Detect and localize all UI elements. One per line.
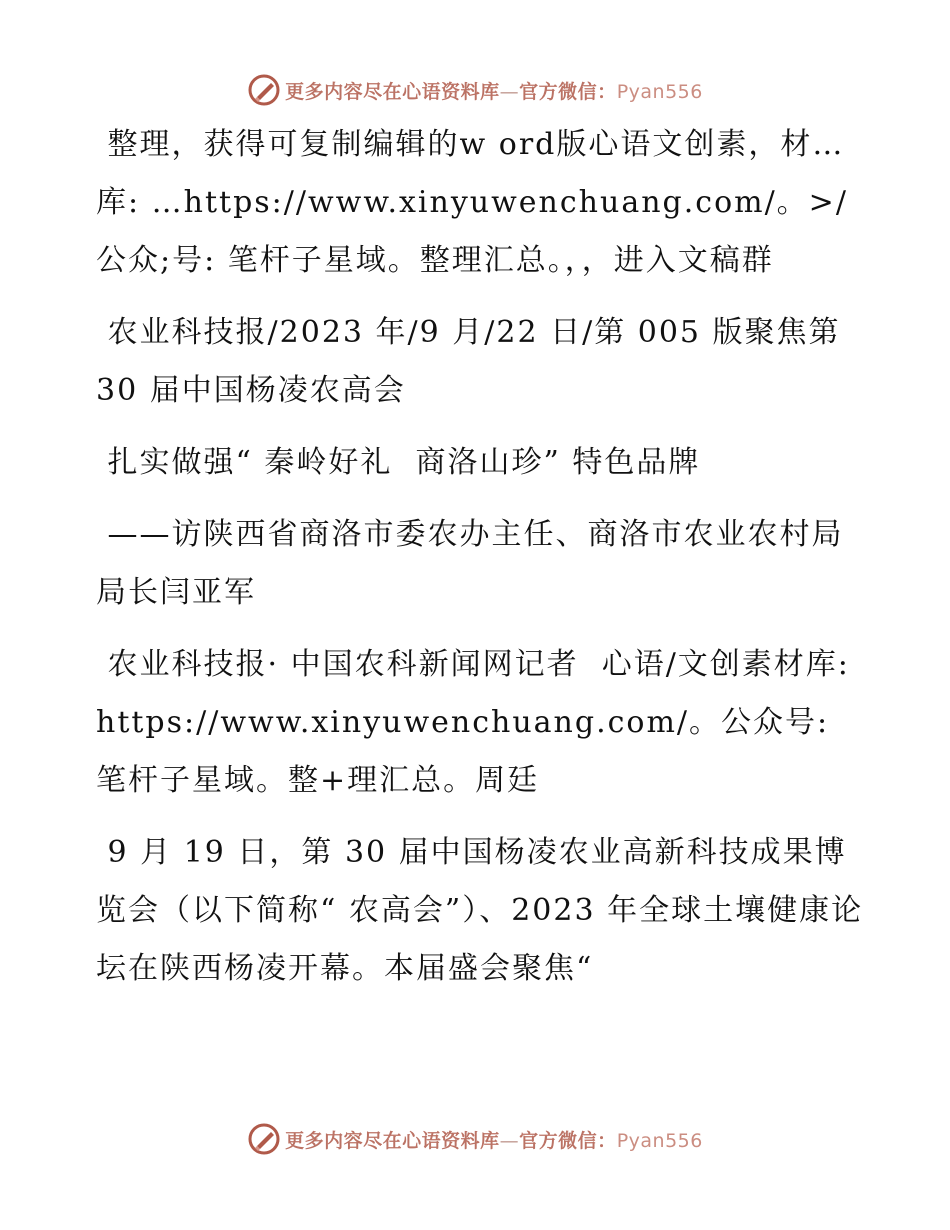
paragraph-byline: 农业科技报· 中国农科新闻网记者 心语/文创素材库: https://www.xinyuwenchuang.com/。公众号: 笔杆子星域。整+理汇总。周廷: [96, 647, 862, 798]
paragraph-source: 农业科技报/2023 年/9 月/22 日/第 005 版聚焦第 30 届中国杨凌农高会: [96, 315, 853, 408]
article-title: 扎实做强“ 秦岭好礼 商洛山珍” 特色品牌: [96, 445, 701, 480]
paragraph-body: 9 月 19 日，第 30 届中国杨凌农业高新科技成果博览会（以下简称“ 农高会”）、2023 年全球土壤健康论坛在陕西杨凌开幕。本届盛会聚焦“: [96, 835, 864, 986]
paragraph-intro: 整理，获得可复制编辑的w ord版心语文创素，材…库: …https://www.xinyuwenchuang.com/。>/公众;号: 笔杆子星域。整理汇总。，，进入文稿群: [96, 127, 848, 278]
brand-logo-icon: [247, 73, 281, 107]
watermark-text: 更多内容尽在心语资料库—官方微信：Pyan556: [285, 80, 703, 103]
brand-logo-icon: [247, 1122, 281, 1156]
document-body: [96, 116, 866, 1012]
watermark-text: 更多内容尽在心语资料库—官方微信：Pyan556: [285, 1129, 703, 1152]
article-subtitle: ——访陕西省商洛市委农办主任、商洛市农业农村局局长闫亚军: [96, 517, 844, 610]
watermark-header: [0, 70, 950, 110]
watermark-footer: [0, 1119, 950, 1159]
